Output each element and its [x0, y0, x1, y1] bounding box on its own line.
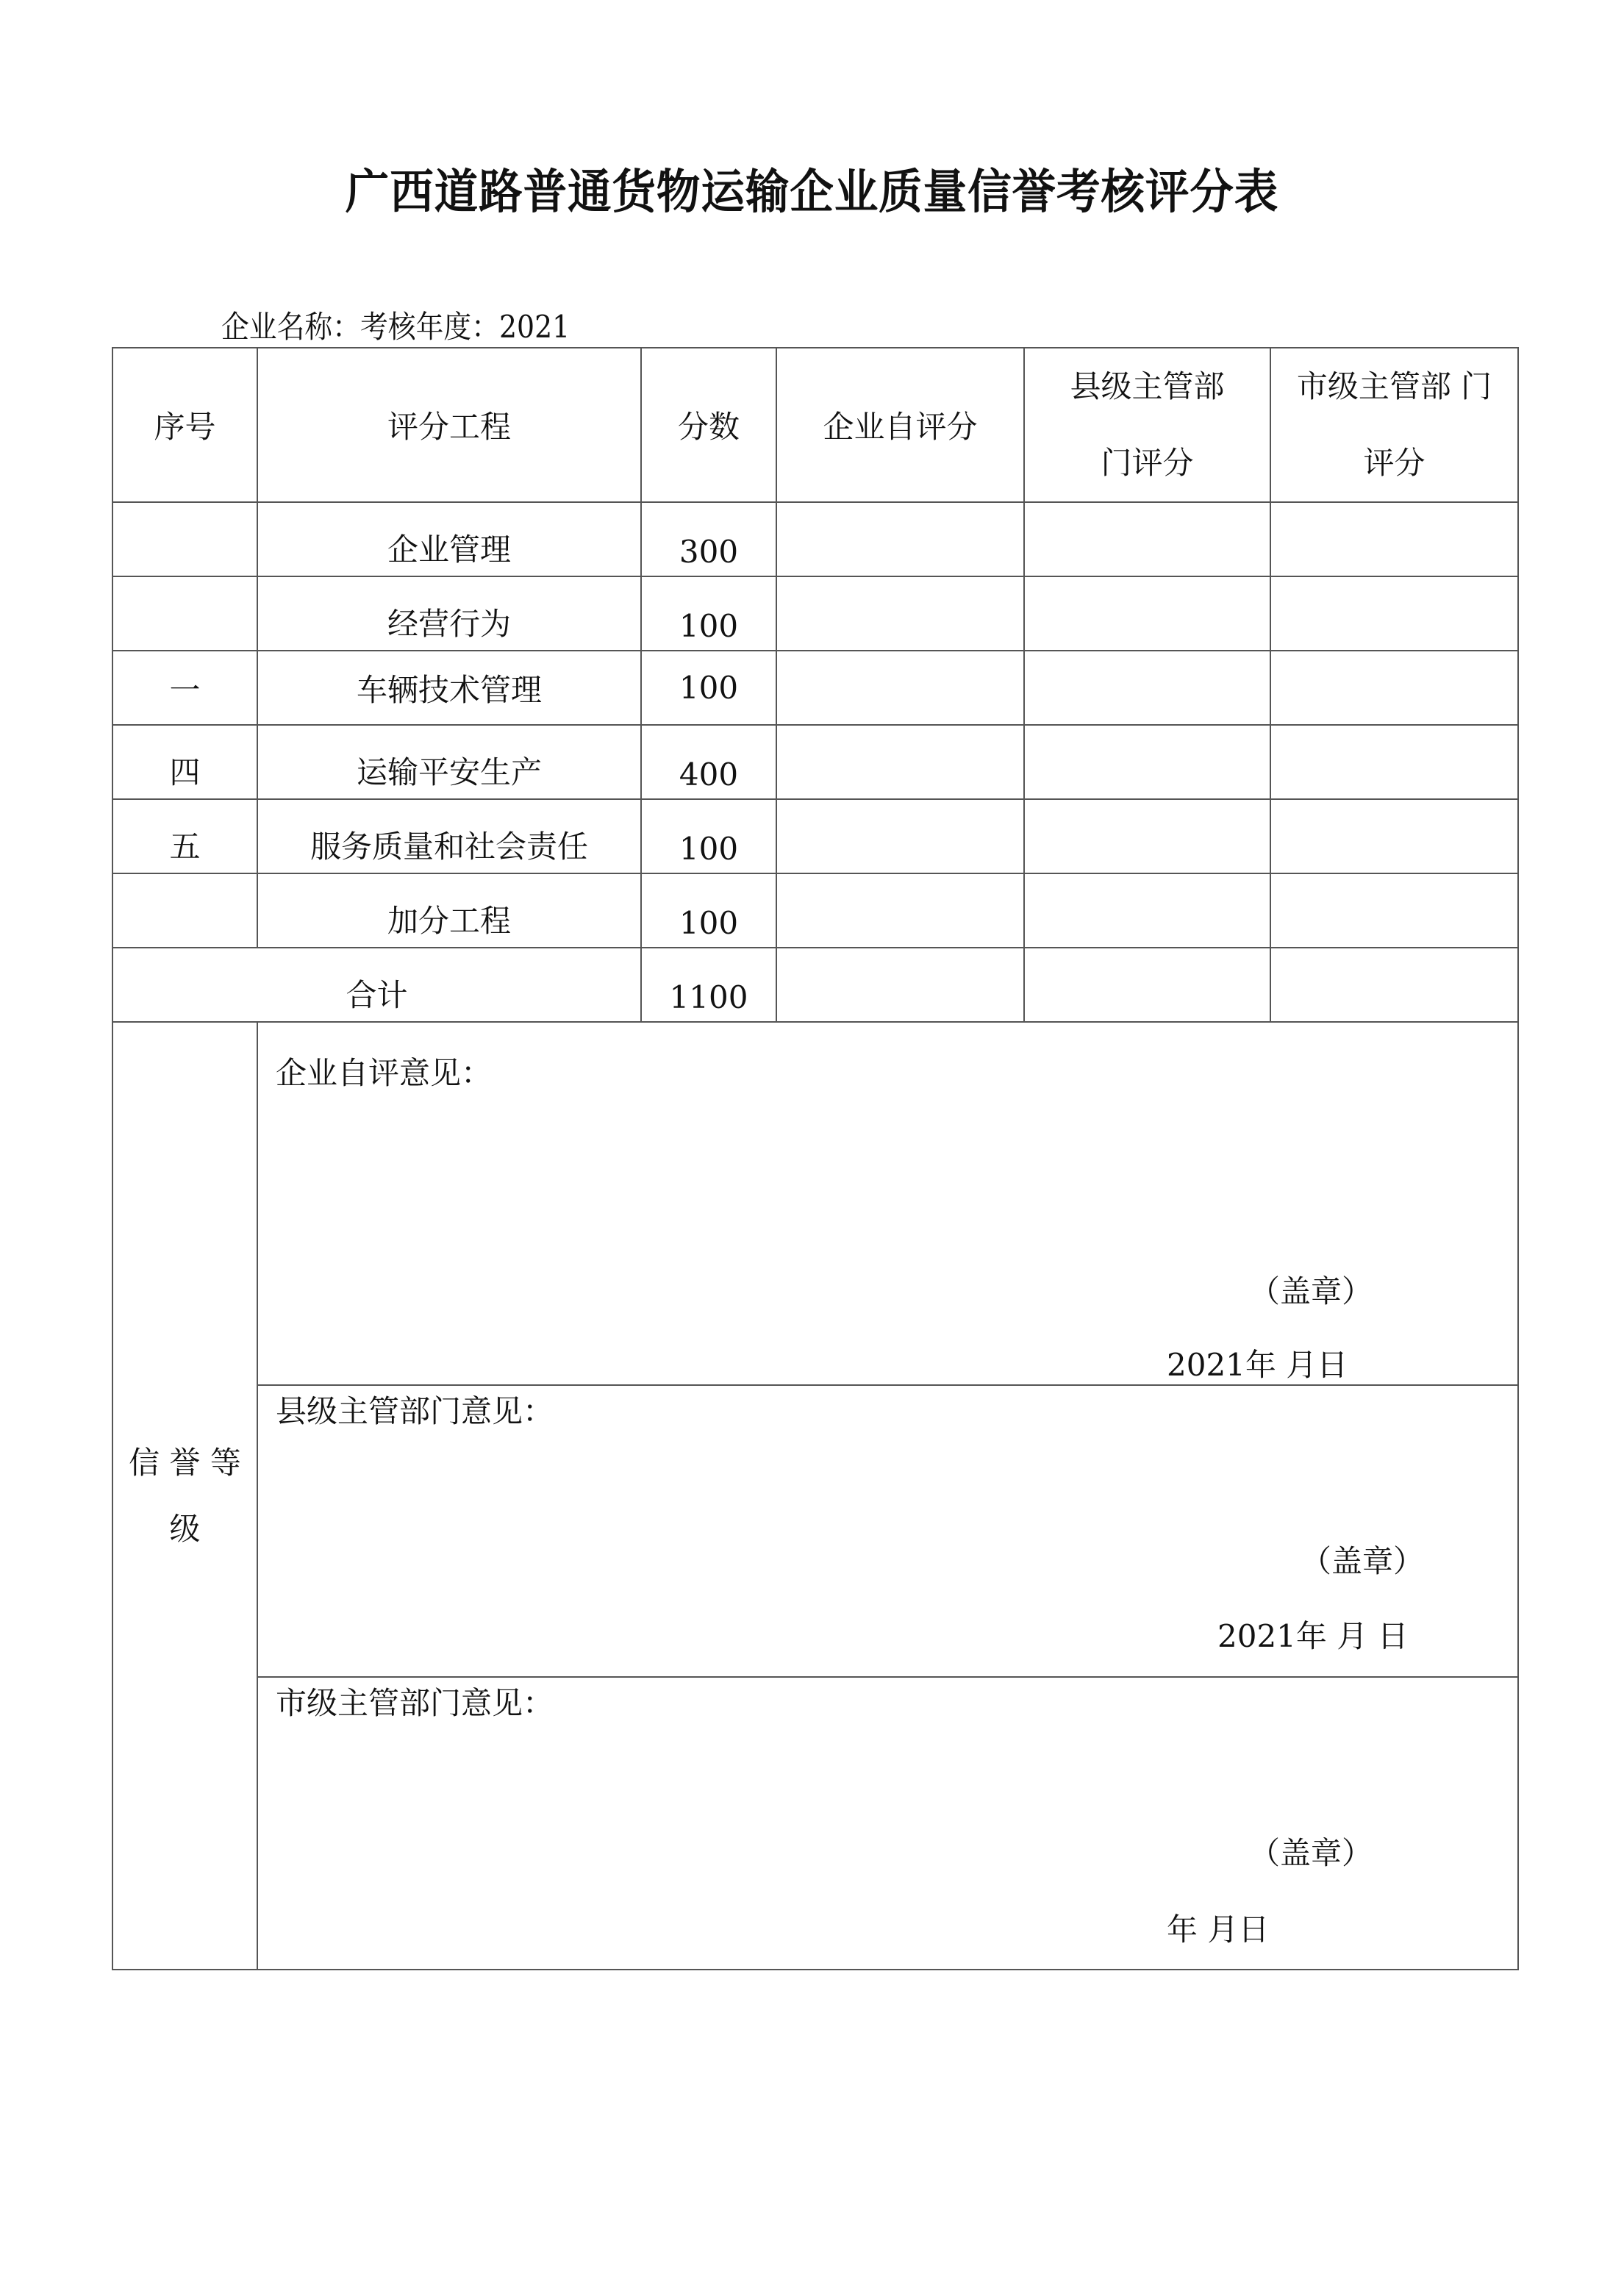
- table-row: [112, 651, 1518, 725]
- row-self-score-cell[interactable]: [776, 576, 1024, 651]
- total-self-score-cell[interactable]: [776, 948, 1024, 1022]
- header-city-line2: 评分: [1363, 445, 1426, 481]
- row-county-score-cell[interactable]: [1024, 576, 1270, 651]
- row-county-score-cell[interactable]: [1024, 725, 1270, 799]
- row-seq: 一: [112, 651, 257, 725]
- credit-grade-label: [112, 1022, 257, 1970]
- table-row: [112, 725, 1518, 799]
- row-score: 300: [641, 502, 776, 576]
- row-score: 100: [641, 873, 776, 948]
- self-opinion-box[interactable]: [257, 1022, 1518, 1385]
- row-county-score-cell[interactable]: [1024, 502, 1270, 576]
- credit-grade-line2: 级: [169, 1510, 201, 1547]
- table-row: [112, 799, 1518, 873]
- row-city-score-cell[interactable]: [1270, 651, 1518, 725]
- row-item: 企业管理: [257, 502, 641, 576]
- row-item: 服务质量和社会责任: [257, 799, 641, 873]
- row-self-score-cell[interactable]: [776, 799, 1024, 873]
- county-seal-label: （盖章）: [1301, 1543, 1425, 1579]
- row-item: 车辆技术管理: [257, 651, 641, 725]
- row-self-score-cell[interactable]: [776, 725, 1024, 799]
- opinion-row-county: [112, 1385, 1518, 1677]
- table-row: [112, 502, 1518, 576]
- city-opinion-box[interactable]: [257, 1677, 1518, 1970]
- header-score: 分数: [641, 348, 776, 502]
- row-city-score-cell[interactable]: [1270, 502, 1518, 576]
- row-score: 400: [641, 725, 776, 799]
- row-item: 加分工程: [257, 873, 641, 948]
- row-score: 100: [641, 799, 776, 873]
- self-seal-label: （盖章）: [1249, 1273, 1373, 1309]
- row-self-score-cell[interactable]: [776, 651, 1024, 725]
- total-row: [112, 948, 1518, 1022]
- header-item: 评分工程: [257, 348, 641, 502]
- document-title: 广西道路普通货物运输企业质量信誉考核评分表: [345, 165, 1279, 220]
- row-seq: 四: [112, 725, 257, 799]
- header-county-line2: 门评分: [1101, 445, 1194, 481]
- header-row: [112, 348, 1518, 502]
- row-seq: [112, 576, 257, 651]
- row-city-score-cell[interactable]: [1270, 799, 1518, 873]
- company-year-line: 企业名称：考核年度：2021: [221, 309, 570, 345]
- row-seq: [112, 873, 257, 948]
- header-city-line1: 市级主管部 门: [1296, 368, 1492, 404]
- row-county-score-cell[interactable]: [1024, 799, 1270, 873]
- total-score: 1100: [641, 948, 776, 1022]
- header-county-score: [1024, 348, 1270, 502]
- self-opinion-label: 企业自评意见：: [276, 1055, 493, 1091]
- row-city-score-cell[interactable]: [1270, 725, 1518, 799]
- row-city-score-cell[interactable]: [1270, 576, 1518, 651]
- row-item: 运输平安生产: [257, 725, 641, 799]
- row-city-score-cell[interactable]: [1270, 873, 1518, 948]
- city-opinion-label: 市级主管部门意见：: [276, 1685, 554, 1721]
- row-self-score-cell[interactable]: [776, 873, 1024, 948]
- city-date: 年 月日: [1167, 1911, 1270, 1948]
- table-row: [112, 576, 1518, 651]
- row-item: 经营行为: [257, 576, 641, 651]
- opinion-row-self: [112, 1022, 1518, 1385]
- row-seq: 五: [112, 799, 257, 873]
- total-label: 合计: [112, 948, 641, 1022]
- self-date: 2021年 月日: [1167, 1347, 1348, 1383]
- opinion-row-city: [112, 1677, 1518, 1970]
- row-self-score-cell[interactable]: [776, 502, 1024, 576]
- total-city-score-cell[interactable]: [1270, 948, 1518, 1022]
- county-opinion-label: 县级主管部门意见：: [276, 1393, 554, 1429]
- row-score: 100: [641, 576, 776, 651]
- header-city-score: [1270, 348, 1518, 502]
- city-seal-label: （盖章）: [1249, 1835, 1373, 1871]
- header-self-score: 企业自评分: [776, 348, 1024, 502]
- table-row: [112, 873, 1518, 948]
- header-seq: 序号: [112, 348, 257, 502]
- county-date: 2021年 月 日: [1217, 1618, 1409, 1654]
- total-county-score-cell[interactable]: [1024, 948, 1270, 1022]
- header-county-line1: 县级主管部: [1070, 368, 1225, 404]
- row-county-score-cell[interactable]: [1024, 651, 1270, 725]
- score-table: [112, 347, 1519, 1970]
- county-opinion-box[interactable]: [257, 1385, 1518, 1677]
- row-score: 100: [641, 651, 776, 725]
- row-county-score-cell[interactable]: [1024, 873, 1270, 948]
- row-seq: [112, 502, 257, 576]
- credit-grade-line1: 信 誉 等: [129, 1444, 241, 1481]
